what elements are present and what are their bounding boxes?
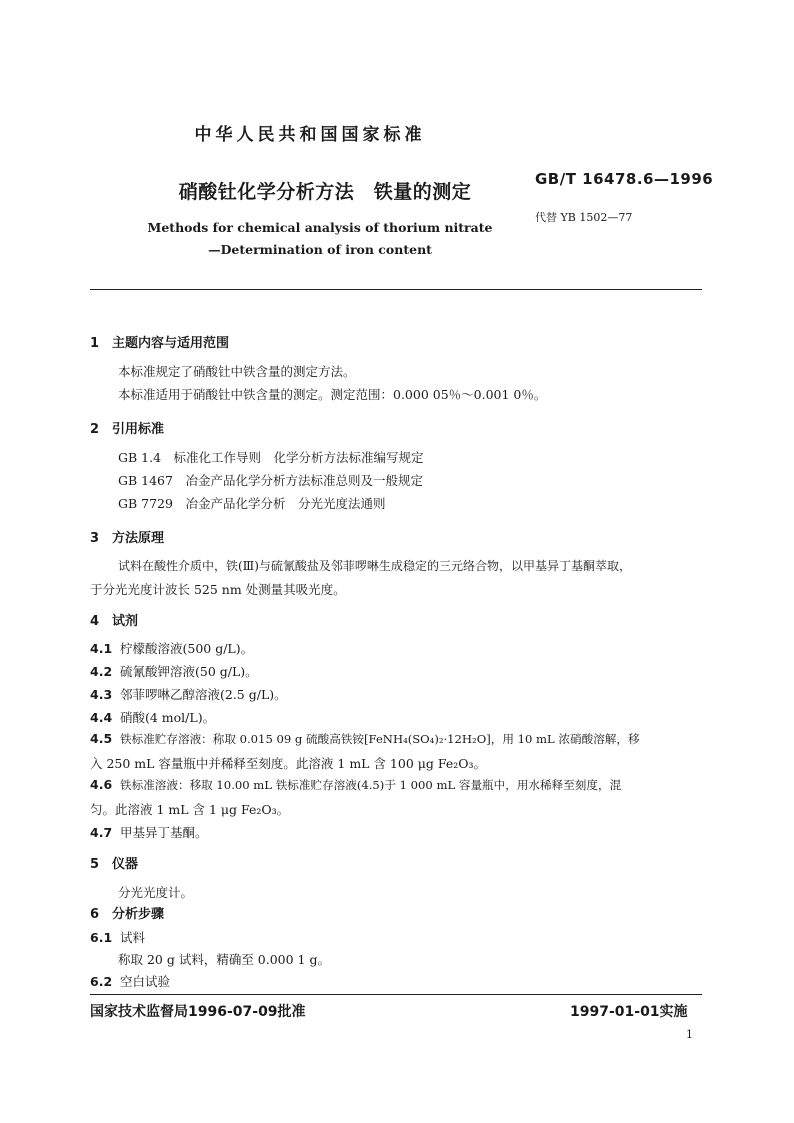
reagent-item-continuation: 入 250 mL 容量瓶中并稀释至刻度。此溶液 1 mL 含 100 μg Fe₂O₃。 bbox=[90, 756, 487, 771]
national-standard-heading: 中华人民共和国国家标准 bbox=[194, 125, 426, 145]
reagent-item-continuation: 匀。此溶液 1 mL 含 1 μg Fe₂O₃。 bbox=[90, 802, 290, 817]
reference-item: GB 1467 冶金产品化学分析方法标准总则及一般规定 bbox=[118, 473, 423, 488]
section-title: 主题内容与适用范围 bbox=[112, 336, 230, 351]
section-heading-4 bbox=[90, 610, 138, 629]
paragraph: 本标准规定了硝酸钍中铁含量的测定方法。 bbox=[118, 364, 356, 379]
reagent-item bbox=[90, 708, 215, 726]
reagent-item bbox=[90, 662, 258, 680]
section-number: 6 bbox=[90, 907, 100, 922]
item-number: 4.2 bbox=[90, 664, 113, 679]
item-number: 4.6 bbox=[90, 777, 113, 792]
item-number: 4.1 bbox=[90, 641, 113, 656]
section-number: 4 bbox=[90, 614, 100, 629]
paragraph: 本标准适用于硝酸钍中铁含量的测定。测定范围：0.000 05％～0.001 0％。 bbox=[118, 387, 547, 402]
reagent-item bbox=[90, 639, 253, 657]
item-text: 铁标准溶液：移取 10.00 mL 铁标准贮存溶液(4.5)于 1 000 mL 容量瓶中，用水稀释至刻度，混 bbox=[120, 778, 622, 792]
section-heading-2 bbox=[90, 418, 164, 437]
page-number: 1 bbox=[686, 1028, 693, 1041]
item-text: 硝酸(4 mol/L)。 bbox=[120, 710, 216, 725]
item-text: 邻菲啰啉乙醇溶液(2.5 g/L)。 bbox=[120, 687, 287, 702]
section-title: 引用标准 bbox=[112, 422, 165, 437]
section-heading-3 bbox=[90, 527, 164, 546]
section-title: 方法原理 bbox=[112, 531, 165, 546]
item-text: 柠檬酸溶液(500 g/L)。 bbox=[120, 641, 254, 656]
standard-number: GB/T 16478.6—1996 bbox=[535, 170, 714, 188]
reference-item: GB 1.4 标准化工作导则 化学分析方法标准编写规定 bbox=[118, 450, 424, 465]
reagent-item bbox=[90, 685, 287, 703]
item-text: 硫氰酸钾溶液(50 g/L)。 bbox=[120, 664, 258, 679]
item-number: 4.4 bbox=[90, 710, 113, 725]
item-number: 4.7 bbox=[90, 825, 113, 840]
item-text: 空白试验 bbox=[120, 974, 171, 989]
reagent-item bbox=[90, 823, 208, 841]
section-title: 试剂 bbox=[112, 614, 139, 629]
paragraph: 试料在酸性介质中，铁(Ⅲ)与硫氰酸盐及邻菲啰啉生成稳定的三元络合物，以甲基异丁基酮萃取， bbox=[118, 559, 631, 573]
section-title: 仪器 bbox=[112, 857, 139, 872]
section-number: 3 bbox=[90, 531, 100, 546]
section-heading-5 bbox=[90, 853, 138, 872]
item-number: 6.2 bbox=[90, 974, 113, 989]
document-title-cn: 硝酸钍化学分析方法 铁量的测定 bbox=[178, 181, 472, 203]
item-number: 4.5 bbox=[90, 731, 113, 746]
document-title-en-line2: —Determination of iron content bbox=[208, 242, 432, 257]
section-heading-1 bbox=[90, 332, 229, 351]
item-text: 甲基异丁基酮。 bbox=[120, 825, 208, 840]
document-title-en-line1: Methods for chemical analysis of thorium nitrate bbox=[147, 220, 493, 235]
section-number: 2 bbox=[90, 422, 100, 437]
reagent-item bbox=[90, 731, 640, 747]
item-number: 4.3 bbox=[90, 687, 113, 702]
paragraph: 称取 20 g 试料，精确至 0.000 1 g。 bbox=[118, 952, 330, 967]
subsection-heading bbox=[90, 972, 170, 990]
header-rule bbox=[90, 289, 702, 290]
item-number: 6.1 bbox=[90, 930, 113, 945]
section-title: 分析步骤 bbox=[112, 907, 165, 922]
paragraph: 分光光度计。 bbox=[118, 885, 194, 900]
reagent-item bbox=[90, 777, 621, 793]
section-number: 5 bbox=[90, 857, 100, 872]
subsection-heading bbox=[90, 928, 145, 946]
replaces-note: 代替 YB 1502—77 bbox=[535, 211, 633, 224]
footer-issued: 国家技术监督局1996-07-09批准 bbox=[90, 1004, 306, 1020]
footer-rule bbox=[90, 994, 702, 995]
item-text: 铁标准贮存溶液：称取 0.015 09 g 硫酸高铁铵[FeNH₄(SO₄)₂·12H₂O]，用 10 mL 浓硝酸溶解，移 bbox=[120, 732, 640, 746]
footer-effective: 1997-01-01实施 bbox=[570, 1004, 688, 1020]
item-text: 试料 bbox=[120, 930, 146, 945]
section-number: 1 bbox=[90, 336, 100, 351]
section-heading-6 bbox=[90, 903, 164, 922]
reference-item: GB 7729 冶金产品化学分析 分光光度法通则 bbox=[118, 496, 386, 511]
paragraph-continuation: 于分光光度计波长 525 nm 处测量其吸光度。 bbox=[90, 582, 346, 597]
